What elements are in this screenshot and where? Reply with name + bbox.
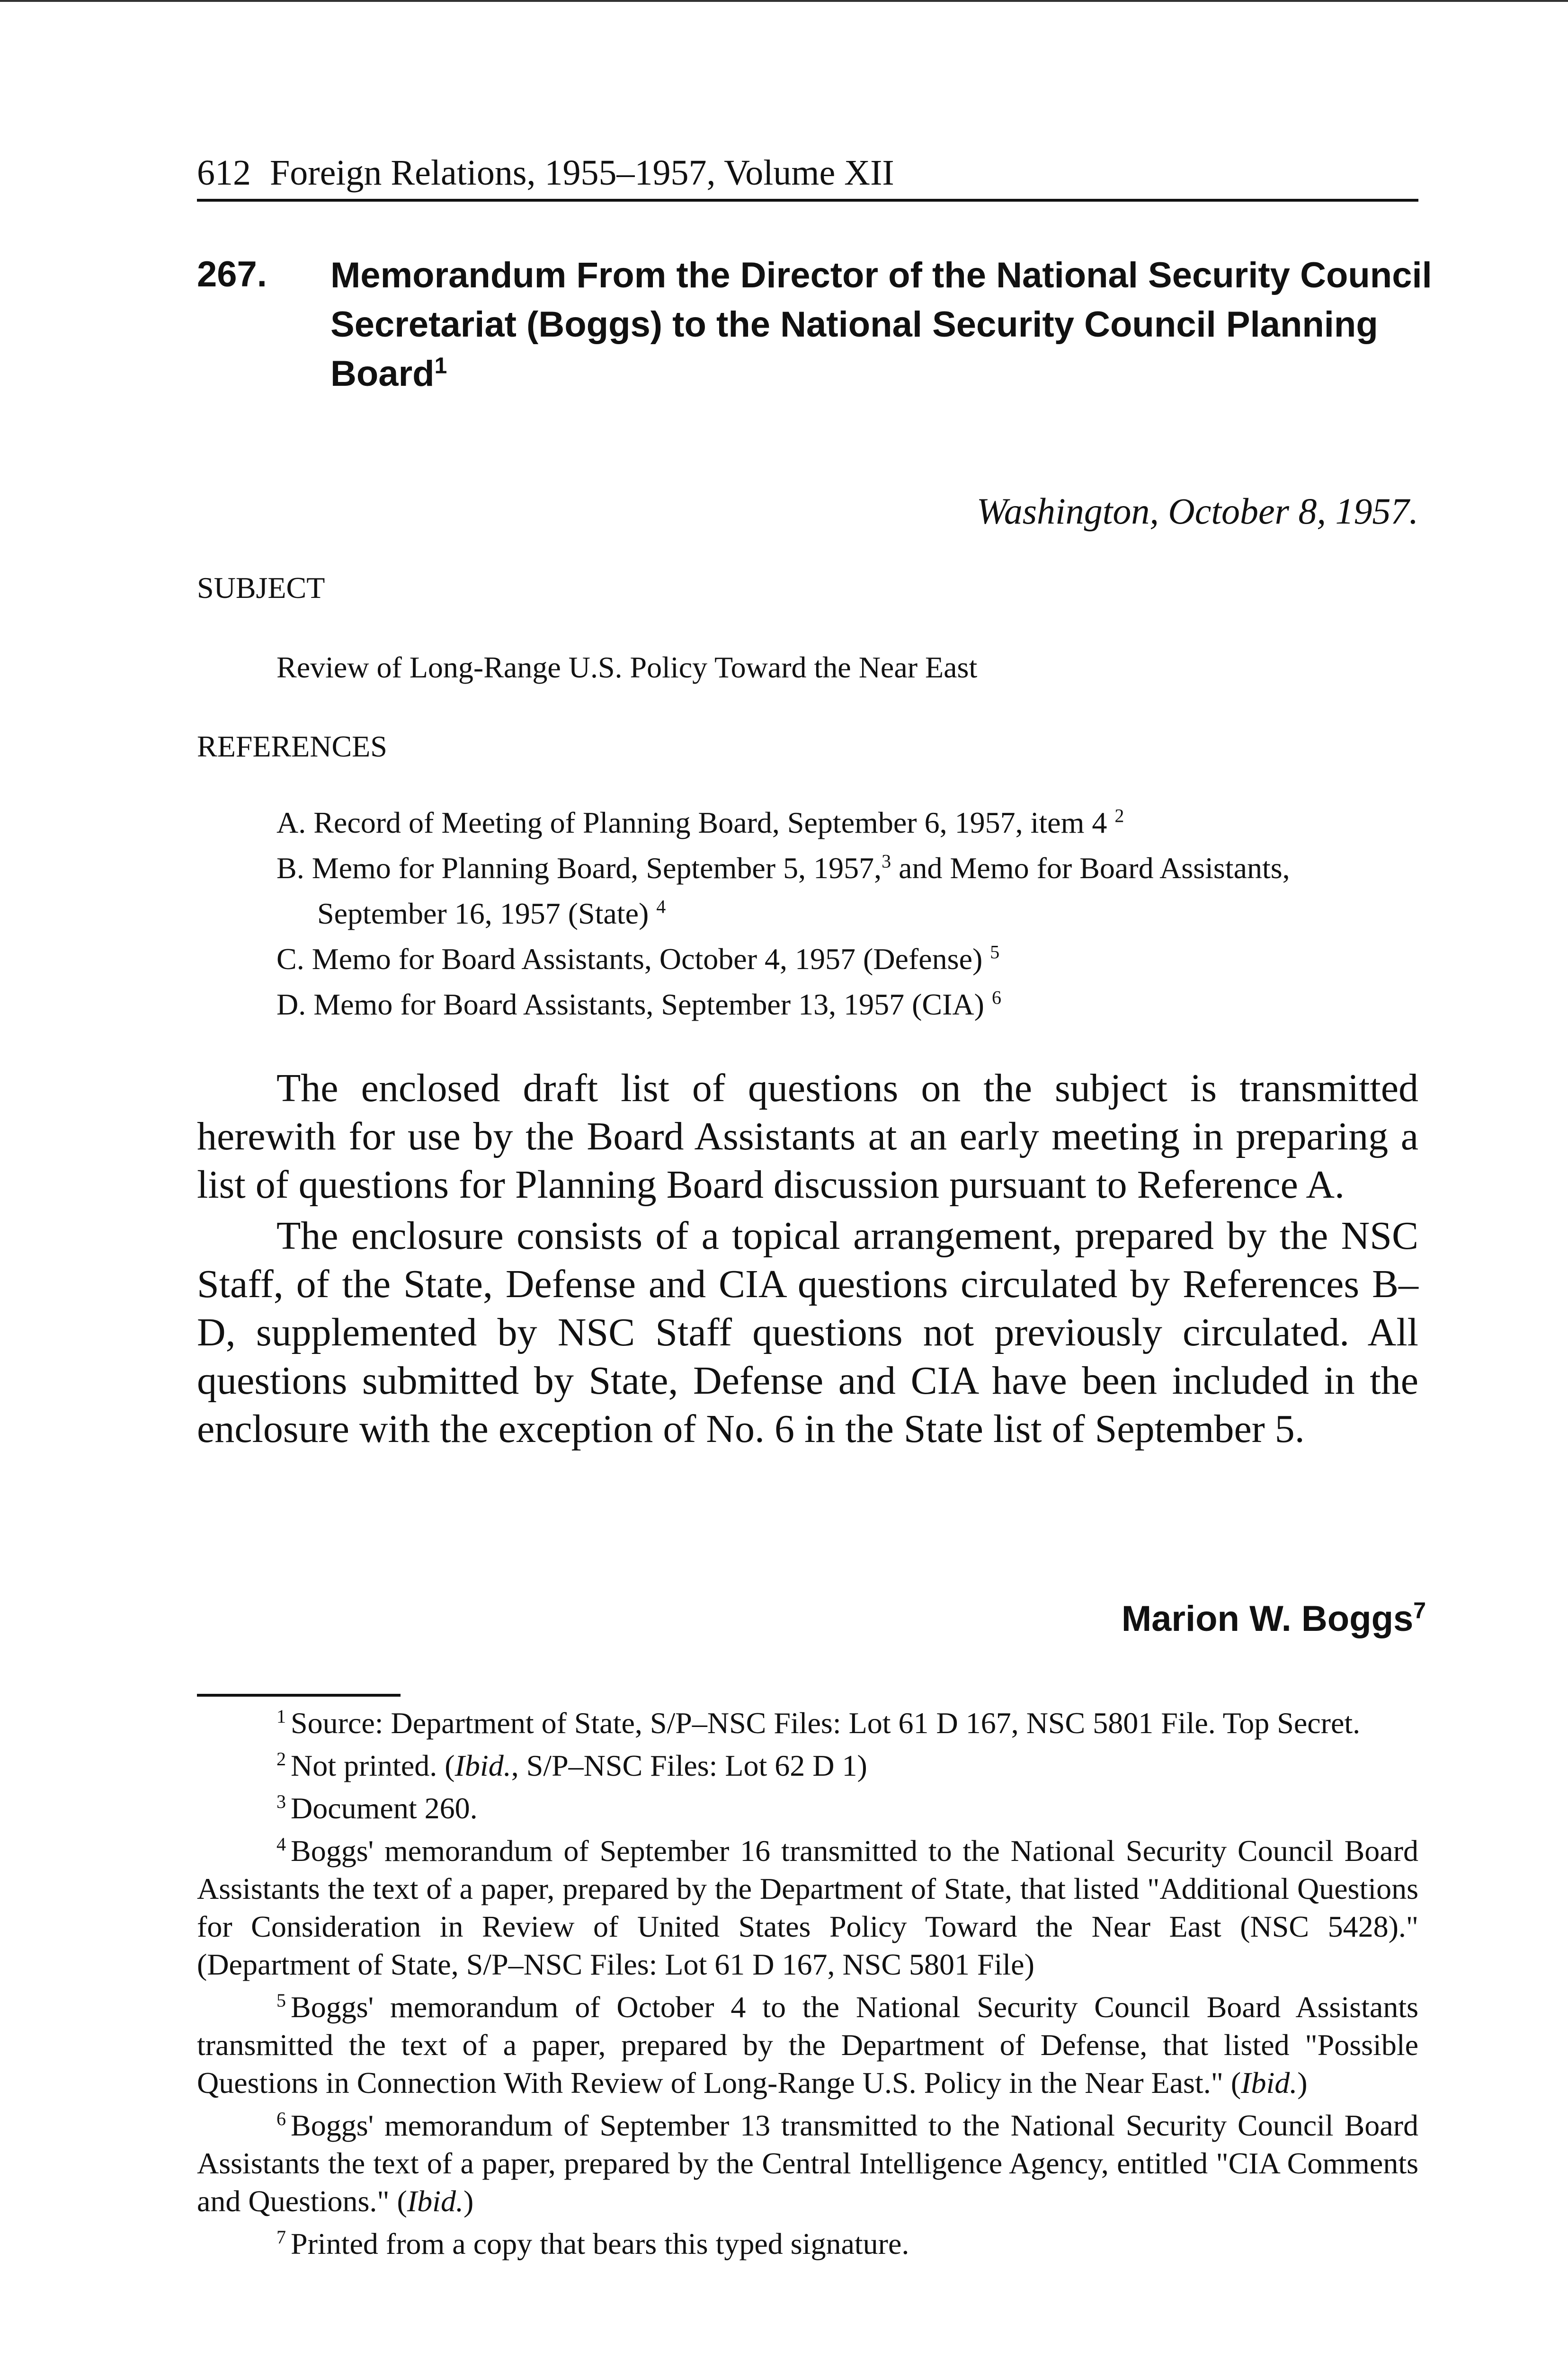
footnote-5: $^5$ Boggs' memorandum of October 4 to the National Security Council Board Assistants transmitted the text of a paper, prepared by the Department of Defense, that listed "Possible Questions in Connection With Review of Long-Range U.S. Policy in the Near East." (Ibid.) [197, 1989, 1418, 2100]
document-title [330, 251, 1438, 399]
reference-a: A. Record of Meeting of Planning Board, September 6, 1957, item 4 $^2$ [276, 805, 1124, 839]
subject-label: SUBJECT [197, 571, 325, 605]
running-header [197, 149, 1418, 196]
references-list [276, 800, 1422, 1027]
footnote-ref-6: 6 [991, 987, 1001, 1008]
document-number: 267. [197, 254, 267, 294]
body-text [197, 1064, 1418, 1453]
footnote-ref-4: 4 [656, 896, 666, 917]
footnote-1: $^1$ Source: Department of State, S/P–NSC Files: Lot 61 D 167, NSC 5801 File. Top Secret. [276, 1705, 1361, 1740]
body-paragraph: The enclosed draft list of questions on the subject is transmitted herewith for use by the Board Assistants at an early meeting in preparing a list of questions for Planning Board discussion pursuant to Reference A. [197, 1066, 1418, 1207]
reference-d: D. Memo for Board Assistants, September 13, 1957 (CIA) $^6$ [276, 987, 1001, 1021]
dateline: Washington, October 8, 1957. [976, 490, 1418, 532]
footnote-rule [197, 1694, 401, 1697]
header-rule [197, 199, 1418, 202]
volume-title: Foreign Relations, 1955–1957, Volume XII [270, 153, 894, 193]
page-number: 612 [197, 153, 251, 193]
footnote-6: $^6$ Boggs' memorandum of September 13 transmitted to the National Security Council Board Assistants the text of a paper, prepared by the Central Intelligence Agency, entitled "CIA Comments and Questions." (Ibid.) [197, 2108, 1418, 2218]
footnotes [197, 1704, 1418, 2268]
footnote-4: $^4$ Boggs' memorandum of September 16 transmitted to the National Security Council Board Assistants the text of a paper, prepared by the Department of State, that listed "Additional Questions for Consideration in Review of United States Policy Toward the Near East (NSC 5428)." (Department of State, S/P–NSC Files: Lot 61 D 167, NSC 5801 File) [197, 1833, 1418, 1981]
reference-c: C. Memo for Board Assistants, October 4, 1957 (Defense) $^5$ [276, 941, 1000, 976]
signature [1122, 1595, 1426, 1643]
scan-top-edge [0, 0, 1568, 2]
signature-name: Marion W. Boggs [1121, 1599, 1414, 1639]
footnote-ref-2: 2 [1114, 805, 1124, 827]
document-title-text: Memorandum From the Director of the National Security Council Secretariat (Boggs) to the National Security Council Planning Board [330, 255, 1432, 394]
footnote-ref-7: 7 [1413, 1598, 1426, 1624]
footnote-3: $^3$ Document 260. [276, 1790, 478, 1825]
reference-b: B. Memo for Planning Board, September 5, 1957,$^3$ and Memo for Board Assistants, September 16, 1957 (State) $^4$ [276, 850, 1290, 930]
footnote-ref-5: 5 [990, 941, 1000, 963]
footnote-ref-3: 3 [882, 850, 891, 872]
references-label: REFERENCES [197, 730, 387, 763]
footnote-2: $^2$ Not printed. (Ibid., S/P–NSC Files: Lot 62 D 1) [276, 1748, 867, 1782]
footnote-7: $^7$ Printed from a copy that bears this typed signature. [276, 2226, 909, 2260]
subject-text: Review of Long-Range U.S. Policy Toward the Near East [276, 650, 978, 684]
footnote-ref-1: 1 [434, 353, 447, 379]
body-paragraph: The enclosure consists of a topical arrangement, prepared by the NSC Staff, of the State, Defense and CIA questions circulated by References B–D, supplemented by NSC Staff questions not previously circulated. All questions submitted by State, Defense and CIA have been included in the enclosure with the exception of No. 6 in the State list of September 5. [197, 1214, 1418, 1451]
